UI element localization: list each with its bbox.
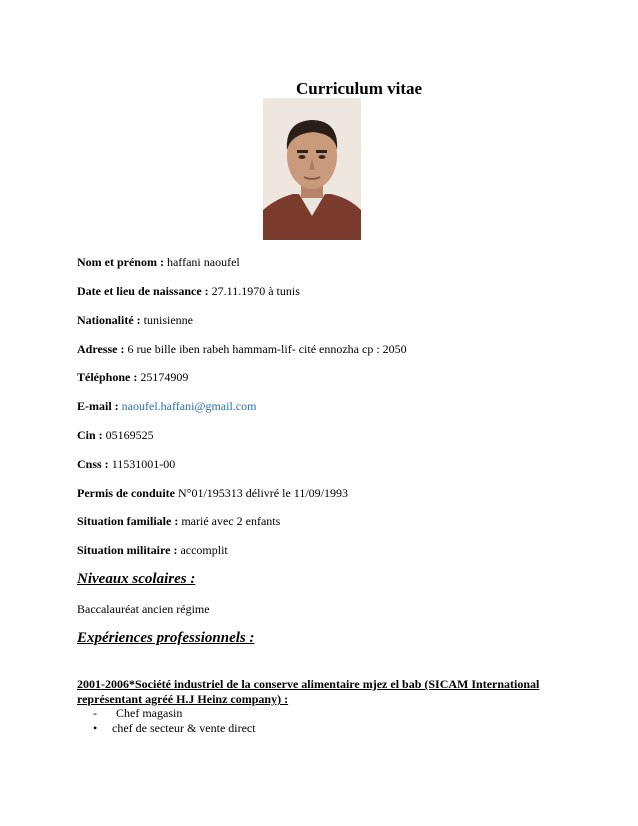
experience-job-title: 2001-2006*Société industriel de la conserve alimentaire mjez el bab (SICAM International représentant agréé H.J Heinz company) : xyxy=(77,677,540,706)
field-militaire-value: accomplit xyxy=(180,543,228,557)
field-militaire xyxy=(77,543,228,558)
profile-photo xyxy=(263,98,361,240)
field-cnss-label: Cnss : xyxy=(77,457,109,471)
field-telephone-value: 25174909 xyxy=(140,370,189,384)
field-nom-label: Nom et prénom : xyxy=(77,255,164,269)
field-email-label: E-mail : xyxy=(77,399,119,413)
field-nom-value: haffani naoufel xyxy=(166,255,240,269)
field-naissance-label: Date et lieu de naissance : xyxy=(77,284,209,298)
list-item: chef de secteur & vente direct xyxy=(112,721,256,735)
section-niveaux-heading: Niveaux scolaires : xyxy=(77,571,196,587)
field-nationalite xyxy=(77,313,193,328)
field-naissance xyxy=(77,284,300,299)
list-item-marker: - xyxy=(93,706,97,720)
field-permis-value: N°01/195313 délivré le 11/09/1993 xyxy=(178,486,348,500)
list-item-marker: • xyxy=(93,721,98,735)
field-nom xyxy=(77,255,240,270)
field-cnss-value: 11531001-00 xyxy=(111,457,176,471)
field-naissance-value: 27.11.1970 à tunis xyxy=(211,284,300,298)
field-adresse xyxy=(77,342,407,357)
field-familiale-value: marié avec 2 enfants xyxy=(181,514,281,528)
field-militaire-label: Situation militaire : xyxy=(77,543,178,557)
field-nationalite-label: Nationalité : xyxy=(77,313,141,327)
field-cin-label: Cin : xyxy=(77,428,103,442)
field-permis-label: Permis de conduite xyxy=(77,486,175,500)
field-cnss xyxy=(77,457,175,472)
field-telephone-label: Téléphone : xyxy=(77,370,138,384)
person-portrait-icon xyxy=(263,98,361,240)
field-nationalite-value: tunisienne xyxy=(143,313,193,327)
field-cin xyxy=(77,428,154,443)
field-permis xyxy=(77,486,348,501)
email-link[interactable]: naoufel.haffani@gmail.com xyxy=(121,399,257,413)
list-item: Chef magasin xyxy=(116,706,183,720)
section-experiences-heading: Expériences professionnels : xyxy=(77,630,255,646)
field-familiale xyxy=(77,514,280,529)
field-adresse-label: Adresse : xyxy=(77,342,125,356)
field-familiale-label: Situation familiale : xyxy=(77,514,179,528)
niveaux-value: Baccalauréat ancien régime xyxy=(77,602,210,616)
field-telephone xyxy=(77,370,188,385)
cv-title: Curriculum vitae xyxy=(296,79,423,98)
field-email xyxy=(77,399,256,414)
field-cin-value: 05169525 xyxy=(105,428,154,442)
field-adresse-value: 6 rue bille iben rabeh hammam-lif- cité ennozha cp : 2050 xyxy=(127,342,407,356)
